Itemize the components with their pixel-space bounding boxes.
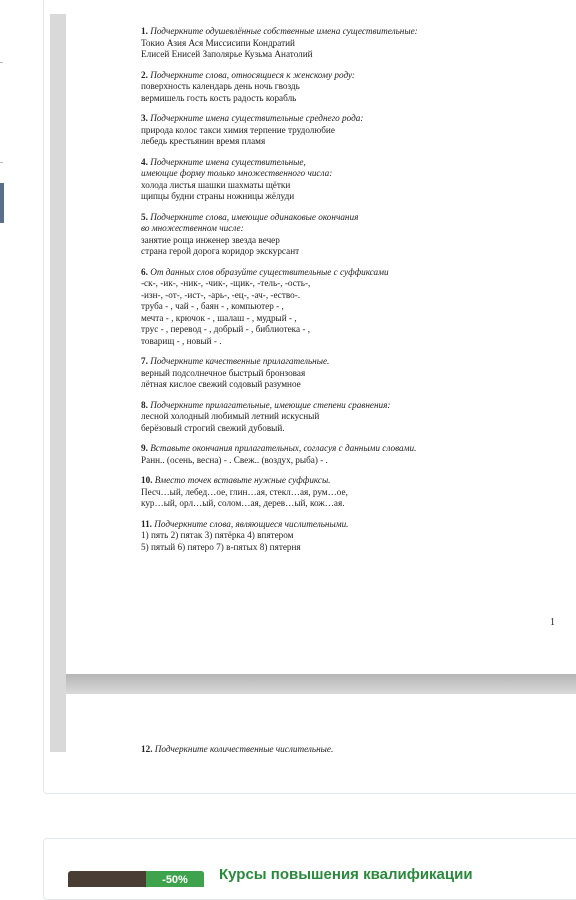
task-number: 12. <box>141 744 153 754</box>
task-number: 2. <box>141 69 148 80</box>
task-11 <box>141 519 481 554</box>
task-number: 7. <box>141 356 148 366</box>
task-instruction: 3. Подчеркните имена существительные среднего рода: <box>141 113 364 123</box>
task-instruction: 10. Вместо точек вставьте нужные суффиксы. <box>141 475 331 485</box>
task-line: трус - , перевод - , добрый - , библиотека - , <box>141 324 311 334</box>
task-line: вермишель гость кость радость корабль <box>141 92 297 103</box>
task-line: 1) пять 2) пятак 3) пятёрка 4) впятером <box>141 530 294 540</box>
task-number: 11. <box>141 518 152 529</box>
task-line: кур…ый, орл…ый, солом…ая, дерев…ый, кож…ая. <box>141 498 345 508</box>
task-number: 4. <box>141 156 148 167</box>
task-3 <box>141 113 481 148</box>
task-line: лесной холодный любимый летний искусный <box>141 411 320 421</box>
task-9 <box>141 443 481 466</box>
task-line: природа колос такси химия терпение трудолюбие <box>141 124 335 135</box>
left-divider <box>0 162 3 163</box>
task-number: 10. <box>141 475 153 485</box>
left-divider <box>0 62 3 63</box>
task-line: берёзовый строгий свежий дубовый. <box>141 422 285 433</box>
page-number: 1 <box>550 617 555 628</box>
task-1 <box>141 26 481 61</box>
task-instruction: 1. Подчеркните одушевлённые собственные имена существительные: <box>141 26 418 36</box>
task-instruction-cont: во множественном числе: <box>141 223 244 233</box>
task-line: мечта - , крючок - , шалаш - , мудрый - , <box>141 312 297 323</box>
task-line: Елисей Енисей Заполярье Кузьма Анатолий <box>141 49 313 59</box>
task-instruction: 7. Подчеркните качественные прилагательные. <box>141 356 330 366</box>
task-12 <box>141 744 333 755</box>
task-line: -изн-, -от-, -ист-, -арь-, -ец-, -ач-, -ество-. <box>141 289 301 300</box>
task-line: лётная кислое свежий содовый разумное <box>141 379 301 389</box>
task-8 <box>141 400 481 435</box>
task-number: 8. <box>141 399 148 410</box>
task-instruction: 4. Подчеркните имена существительные, <box>141 156 306 167</box>
task-7 <box>141 356 481 391</box>
task-instruction: 5. Подчеркните слова, имеющие одинаковые окончания <box>141 211 359 222</box>
task-line: -ск-, -ик-, -ник-, -чик-, -щик-, -тель-, -ость-, <box>141 278 311 288</box>
task-instruction: 8. Подчеркните прилагательные, имеющие степени сравнения: <box>141 399 391 410</box>
task-5 <box>141 212 481 258</box>
task-line: поверхность календарь день ночь гвоздь <box>141 81 300 91</box>
task-number: 6. <box>141 266 148 277</box>
task-6 <box>141 267 481 348</box>
task-line: холода листья шашки шахматы щётки <box>141 179 291 190</box>
task-line: Песч…ый, лебед…ое, глин…ая, стекл…ая, рум…ое, <box>141 486 348 497</box>
task-instruction-cont: имеющие форму только множественного числа: <box>141 168 333 178</box>
page-gap <box>66 674 576 694</box>
task-10 <box>141 475 481 510</box>
task-line: верный подсолнечное быстрый бронзовая <box>141 367 306 378</box>
task-line: занятие роща инженер звезда вечер <box>141 234 280 245</box>
task-2 <box>141 70 481 105</box>
promo-thumbnail[interactable] <box>68 871 204 887</box>
task-line: 5) пятый 6) пятеро 7) в-пятых 8) пятерня <box>141 541 301 552</box>
task-instruction: 9. Вставьте окончания прилагательных, согласуя с данными словами. <box>141 443 417 453</box>
task-line: труба - , чай - , баян - , компьютер - , <box>141 301 284 311</box>
document-text <box>141 26 481 562</box>
task-line: страна герой дорога коридор экскурсант <box>141 246 300 256</box>
task-instruction: 2. Подчеркните слова, относящиеся к женскому роду: <box>141 69 355 80</box>
task-line: Ранн.. (осень, весна) - . Свеж.. (воздух, рыба) - . <box>141 454 328 465</box>
task-line: Токио Азия Ася Миссисипи Кондратий <box>141 37 295 48</box>
task-number: 1. <box>141 26 148 36</box>
task-instruction: 11. Подчеркните слова, являющиеся числительными. <box>141 518 349 529</box>
task-instruction: Подчеркните количественные числительные. <box>154 744 334 754</box>
task-number: 5. <box>141 211 148 222</box>
discount-badge: -50% <box>146 871 204 887</box>
task-instruction: 6. От данных слов образуйте существительные с суффиксами <box>141 266 389 277</box>
task-number: 3. <box>141 113 148 123</box>
task-4 <box>141 157 481 203</box>
task-line: щипцы будни страны ножницы жёлуди <box>141 191 295 201</box>
left-nav-indicator[interactable] <box>0 183 4 223</box>
task-line: товарищ - , новый - . <box>141 335 222 346</box>
task-line: лебедь крестьянин время пламя <box>141 136 266 146</box>
promo-title-link[interactable]: Курсы повышения квалификации <box>219 866 473 883</box>
task-number: 9. <box>141 443 148 453</box>
